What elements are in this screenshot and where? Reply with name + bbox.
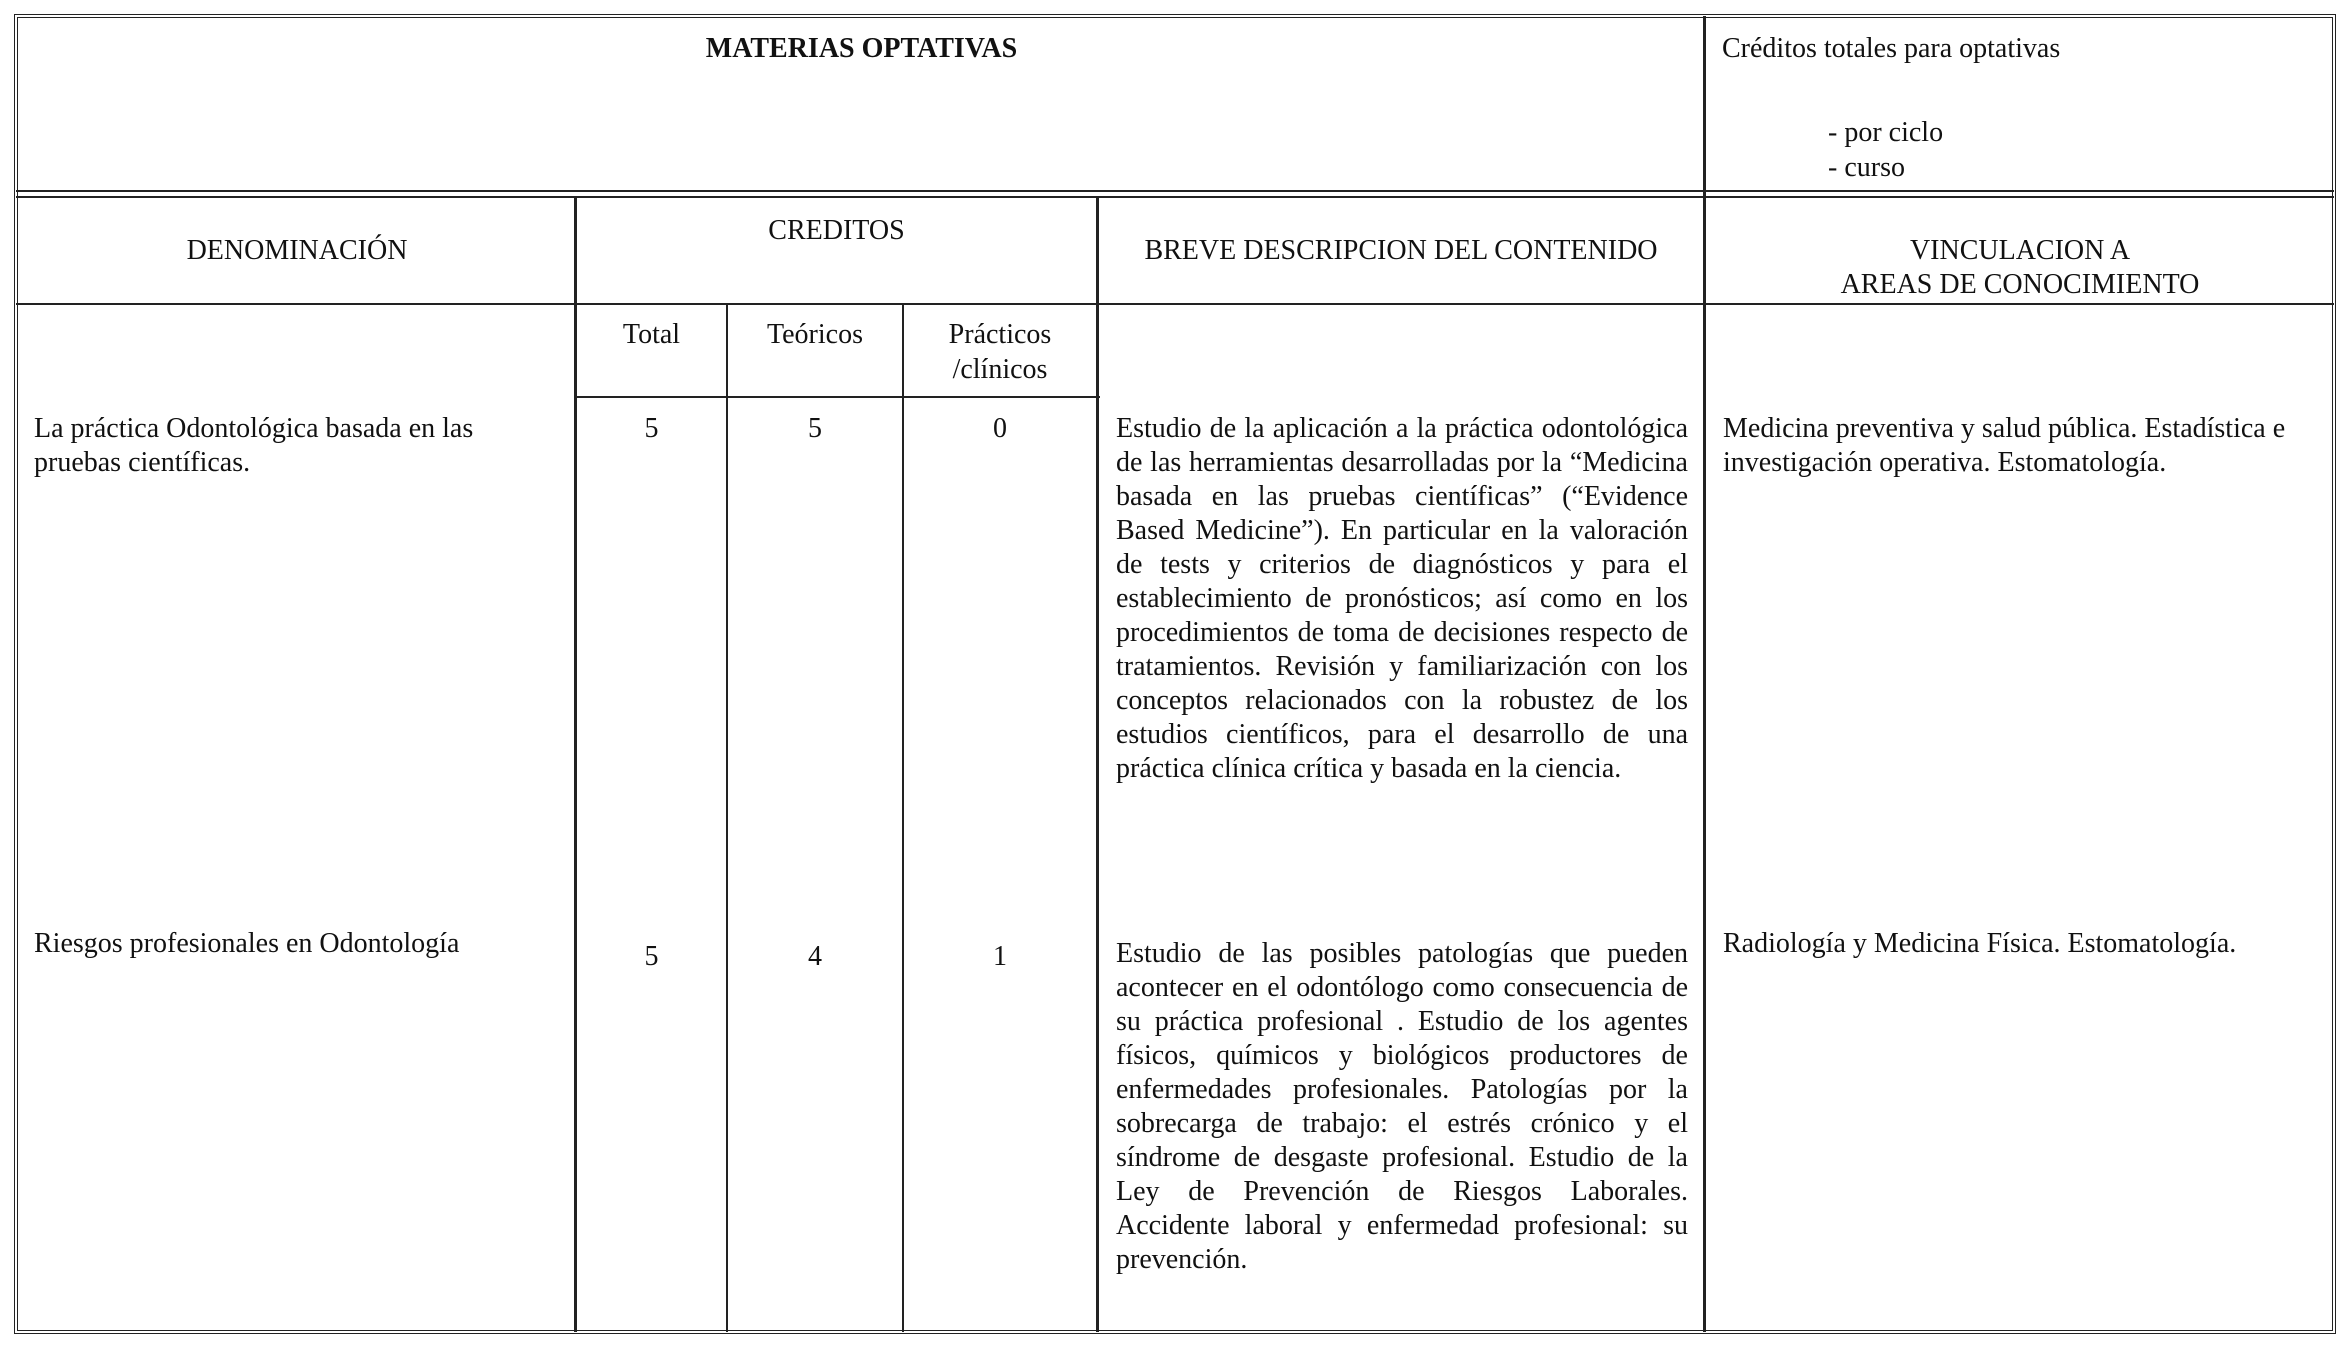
table-row-2-denominacion: Riesgos profesionales en Odontología <box>34 928 460 959</box>
table-row-1-descripcion: Estudio de la aplicación a la práctica odontológica de las herramientas desarrolladas por la “Medicina basada en las pruebas científicas” (“Evidence Based Medicine”). En particular en la valoración de tests y criterios de diagnósticos y para el establecimiento de pronósticos; así como en los procedimientos de toma de decisiones respecto de tratamientos. Revisión y familiarización con los conceptos relacionados con la robustez de los estudios científicos, para el desarrollo de una práctica clínica crítica y basada en la ciencia. <box>1116 413 1688 784</box>
subheader-teoricos: Teóricos <box>766 319 863 350</box>
col-divider-teoricos <box>726 305 728 1332</box>
column-header-vinculacion-line1: VINCULACION A <box>1909 235 2131 266</box>
page-title: MATERIAS OPTATIVAS <box>705 33 1018 64</box>
table-row-1-teoricos: 5 <box>808 413 822 444</box>
header-divider-bottom <box>16 196 2334 198</box>
column-header-vinculacion-line2: AREAS DE CONOCIMIENTO <box>1840 269 2200 300</box>
table-row-2-practicos: 1 <box>993 941 1007 972</box>
table-row-1-vinculacion: Medicina preventiva y salud pública. Estadística e investigación operativa. Estomatología. <box>1723 413 2286 478</box>
column-header-denominacion: DENOMINACIÓN <box>186 235 408 266</box>
credits-item-ciclo: - por ciclo <box>1828 117 1944 148</box>
subheader-total: Total <box>622 319 681 350</box>
column-header-descripcion: BREVE DESCRIPCION DEL CONTENIDO <box>1144 235 1658 266</box>
col-divider-vinculacion <box>1703 16 1706 1332</box>
column-header-creditos: CREDITOS <box>768 215 905 246</box>
table-row-1-denominacion: La práctica Odontológica basada en las pruebas científicas. <box>34 413 474 478</box>
col-divider-creditos <box>574 196 577 1332</box>
header-divider-top <box>16 190 2334 192</box>
table-row-2-descripcion: Estudio de las posibles patologías que pueden acontecer en el odontólogo como consecuencia de su práctica profesional . Estudio de los agentes físicos, químicos y biológicos productores de enfermedades profesionales. Patologías por la sobrecarga de trabajo: el estrés crónico y el síndrome de desgaste profesional. Estudio de la Ley de Prevención de Riesgos Laborales. Accidente laboral y enfermedad profesional: su prevención. <box>1116 938 1688 1275</box>
credits-item-curso: - curso <box>1828 152 1905 183</box>
credits-total-label: Créditos totales para optativas <box>1722 33 2061 64</box>
col-divider-practicos <box>902 305 904 1332</box>
subheader-practicos-line2: /clínicos <box>952 354 1048 385</box>
col-divider-descripcion <box>1096 196 1099 1332</box>
table-row-2-total: 5 <box>644 941 659 972</box>
table-row-1-practicos: 0 <box>993 413 1007 444</box>
subheader-practicos-line1: Prácticos <box>948 319 1052 350</box>
credit-subheader-divider <box>576 396 1100 398</box>
table-row-1-total: 5 <box>644 413 659 444</box>
table-row-2-vinculacion: Radiología y Medicina Física. Estomatología. <box>1723 928 2237 959</box>
column-header-divider <box>16 303 2334 305</box>
table-row-2-teoricos: 4 <box>808 941 822 972</box>
